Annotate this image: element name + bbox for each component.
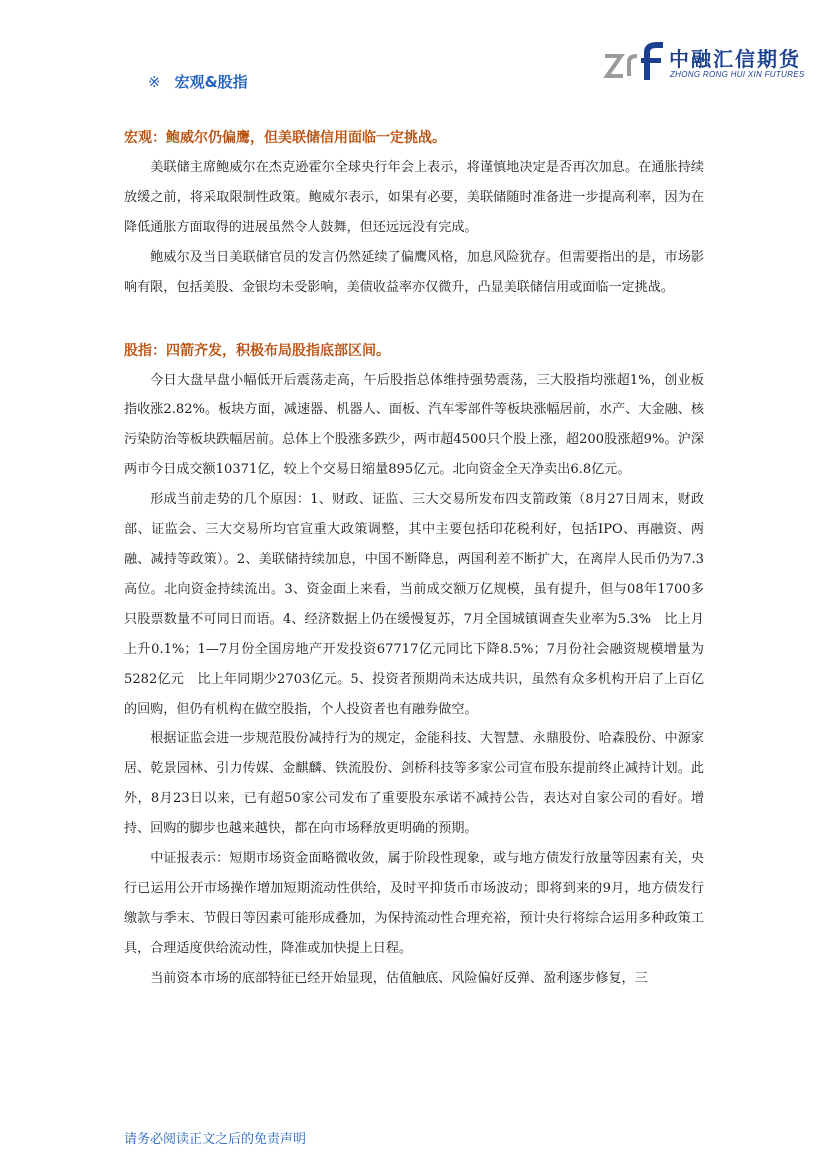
macro-paragraph: 美联储主席鲍威尔在杰克逊霍尔全球央行年会上表示，将谨慎地决定是否再次加息。在通胀持续放缓之前，将采取限制性政策。鲍威尔表示，如果有必要，美联储随时准备进一步提高利率，因为在降低通胀方面取得的进展虽然令人鼓舞，但还远远没有完成。 <box>124 160 704 235</box>
zrf-logo-icon <box>603 42 667 82</box>
reference-mark-icon: ※ <box>148 73 161 91</box>
report-body <box>124 123 704 994</box>
logo-chinese-name: 中融汇信期货 <box>669 47 801 71</box>
macro-paragraph: 鲍威尔及当日美联储官员的发言仍然延续了偏鹰风格，加息风险犹存。但需要指出的是，市场影响有限，包括美股、金银均未受影响，美债收益率亦仅微升，凸显美联储信用或面临一定挑战。 <box>124 249 704 295</box>
stock-index-paragraph: 中证报表示：短期市场资金面略微收敛，属于阶段性现象，或与地方债发行放量等因素有关，央行已运用公开市场操作增加短期流动性供给，及时平抑货币市场波动；即将到来的9月，地方债发行缴款与季末、节假日等因素可能形成叠加，为保持流动性合理充裕，预计央行将综合运用多种政策工具，合理适度供给流动性，降准或加快提上日程。 <box>124 851 704 956</box>
stock-index-paragraph: 根据证监会进一步规范股份减持行为的规定，金能科技、大智慧、永鼎股份、哈森股份、中源家居、乾景园林、引力传媒、金麒麟、铁流股份、剑桥科技等多家公司宣布股东提前终止减持计划。此外，8月23日以来，已有超50家公司发布了重要股东承诺不减持公告，表达对自家公司的看好。增持、回购的脚步也越来越快，都在向市场释放更明确的预期。 <box>124 731 704 837</box>
stock-index-paragraph: 当前资本市场的底部特征已经开始显现，估值触底、风险偏好反弹、盈利逐步修复，三 <box>150 970 648 986</box>
stock-index-heading: 股指：四箭齐发，积极布局股指底部区间。 <box>124 342 390 359</box>
stock-index-paragraph: 形成当前走势的几个原因：1、财政、证监、三大交易所发布四支箭政策（8月27日周末，财政部、证监会、三大交易所均官宣重大政策调整，其中主要包括印花税利好，包括IPO、再融资、两融、减持等政策）。2、美联储持续加息，中国不断降息，两国利差不断扩大，在离岸人民币仍为7.3高位。北向资金持续流出。3、资金面上来看，当前成交额万亿规模，虽有提升，但与08年1700多只股票数量不可同日而语。4、经济数据上仍在缓慢复苏，7月全国城镇调查失业率为5.3% 比上月上升0.1%；1—7月份全国房地产开发投资67717亿元同比下降8.5%；7月份社会融资规模增量为5282亿元 比上年同期少2703亿元。5、投资者预期尚未达成共识，虽然有众多机构开启了上百亿的回购，但仍有机构在做空股指，个人投资者也有融券做空。 <box>124 492 704 717</box>
section-title-text: 宏观&股指 <box>174 73 248 91</box>
macro-heading: 宏观：鲍威尔仍偏鹰，但美联储信用面临一定挑战。 <box>124 130 446 146</box>
section-spacer <box>124 303 704 336</box>
disclaimer-footer: 请务必阅读正文之后的免责声明 <box>124 1132 307 1147</box>
company-logo <box>603 42 803 86</box>
logo-english-name: ZHONG RONG HUI XIN FUTURES <box>670 70 805 79</box>
stock-index-paragraph: 今日大盘早盘小幅低开后震荡走高，午后股指总体维持强势震荡，三大股指均涨超1%，创业板指收涨2.82%。板块方面，减速器、机器人、面板、汽车零部件等板块涨幅居前，水产、大金融、核污染防治等板块跌幅居前。总体上个股涨多跌少，两市超4500只个股上涨，超200股涨超9%。沪深两市今日成交额10371亿，较上个交易日缩量895亿元。北向资金全天净卖出6.8亿元。 <box>124 372 704 478</box>
section-title <box>148 71 248 92</box>
